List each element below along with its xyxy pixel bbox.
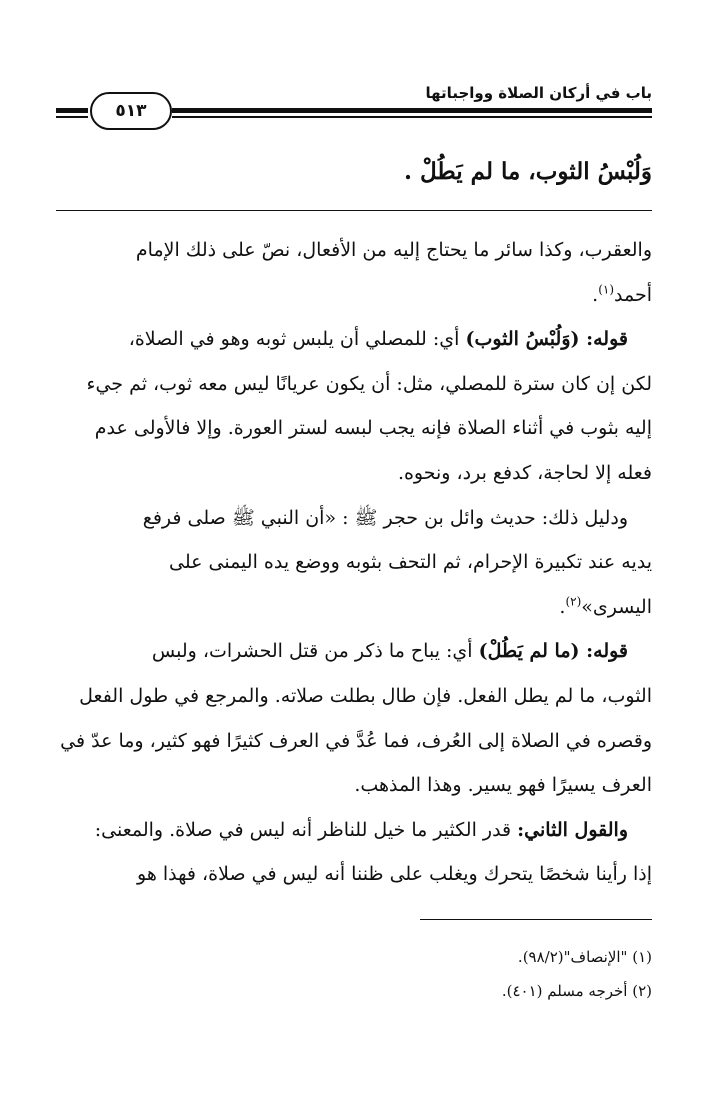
header-rule-left-thick bbox=[56, 108, 88, 113]
paragraph-4 bbox=[56, 629, 652, 807]
text-line: أحمد bbox=[614, 283, 652, 306]
text-line: ودليل ذلك: حديث وائل بن حجر ﷺ : «أن النبي ﷺ صلى فرفع bbox=[142, 506, 628, 529]
text-line: فعله إلا لحاجة، كدفع برد، ونحوه. bbox=[397, 461, 652, 484]
footnote-divider bbox=[420, 919, 652, 920]
text-line: إذا رأينا شخصًا يتحرك ويغلب على ظننا أنه ليس في صلاة، فهذا هو bbox=[137, 863, 652, 886]
paragraph-1 bbox=[56, 228, 652, 317]
footnotes bbox=[56, 940, 652, 1008]
text-line: والعقرب، وكذا سائر ما يحتاج إليه من الأفعال، نصّ على ذلك الإمام bbox=[135, 239, 652, 261]
lead-phrase: والقول الثاني: bbox=[517, 818, 628, 841]
footnote-ref: (١) bbox=[598, 282, 615, 297]
period: . bbox=[592, 283, 599, 306]
text-line: وقصره في الصلاة إلى العُرف، فما عُدَّ في العرف كثيرًا فهو كثير، وما عدّ في bbox=[60, 729, 652, 752]
paragraph-2 bbox=[56, 317, 652, 495]
matn-divider bbox=[56, 210, 652, 211]
text-line: اليسرى» bbox=[581, 595, 652, 618]
text-line: العرف يسيرًا فهو يسير. وهذا المذهب. bbox=[354, 774, 652, 797]
footnote-ref: (٢) bbox=[565, 594, 582, 609]
lead-phrase: قوله: (ما لم يَطُلْ) bbox=[478, 640, 628, 663]
period: . bbox=[559, 595, 566, 618]
header-rule-left-thin bbox=[56, 116, 88, 118]
page-header bbox=[56, 78, 652, 138]
text-line: يديه عند تكبيرة الإحرام، ثم التحف بثوبه ووضع يده اليمنى على bbox=[169, 551, 652, 574]
header-rule-thin bbox=[172, 116, 652, 118]
lead-phrase: قوله: (وَلُبْسُ الثوب) bbox=[465, 328, 628, 351]
header-rule-thick bbox=[172, 108, 652, 113]
text-line: أي: يباح ما ذكر من قتل الحشرات، ولبس bbox=[151, 640, 479, 663]
matn-text: وَلُبْسُ الثوب، ما لم يَطُلْ . bbox=[403, 158, 652, 185]
text-line: قدر الكثير ما خيل للناظر أنه ليس في صلاة. والمعنى: bbox=[94, 818, 518, 841]
text-line: الثوب، ما لم يطل الفعل. فإن طال بطلت صلاته. والمرجع في طول الفعل bbox=[79, 684, 652, 707]
footnote-2: (٢) أخرجه مسلم (٤٠١). bbox=[501, 982, 652, 1000]
footnote-1: (١) "الإنصاف"(٩٨/٢). bbox=[517, 948, 652, 966]
chapter-title: باب في أركان الصلاة وواجباتها bbox=[425, 84, 652, 102]
commentary-body bbox=[56, 228, 652, 897]
text-line: أي: للمصلي أن يلبس ثوبه وهو في الصلاة، bbox=[128, 328, 466, 351]
paragraph-5 bbox=[56, 808, 652, 897]
paragraph-3 bbox=[56, 496, 652, 630]
text-line: إليه بثوب في أثناء الصلاة فإنه يجب لبسه لستر العورة. وإلا فالأولى عدم bbox=[94, 417, 652, 440]
text-line: لكن إن كان سترة للمصلي، مثل: أن يكون عريانًا ليس معه ثوب، ثم جيء bbox=[86, 372, 652, 395]
page-number: ٥١٣ bbox=[90, 92, 172, 130]
